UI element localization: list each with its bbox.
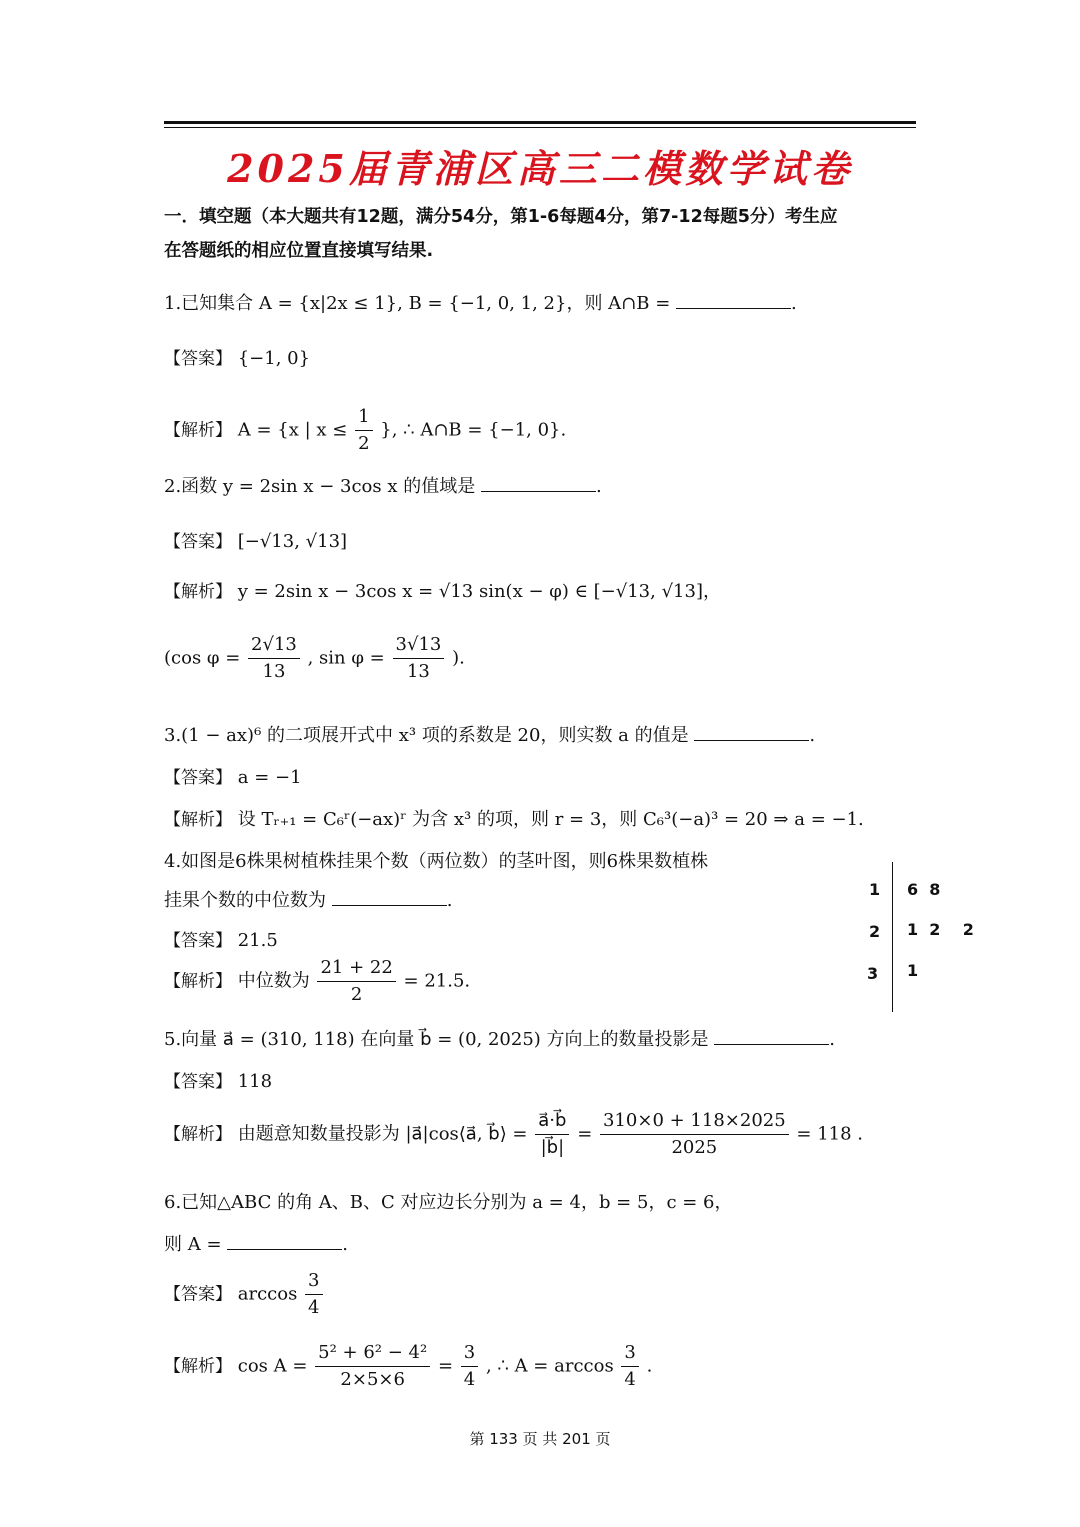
page-footer: 第 133 页 共 201 页 — [469, 1430, 611, 1448]
answer-label: 【答案】 — [164, 768, 232, 788]
analysis-label: 【解析】 — [164, 1124, 232, 1145]
q4-analysis: 【解析】 中位数为 $\frac{21 + 22}{2}$ = 21.5. — [164, 955, 470, 1008]
answer-value: 21.5 — [237, 930, 278, 951]
page-title: 2025届青浦区高三二模数学试卷 — [227, 146, 853, 191]
q6-question-line2: 则 A = . — [164, 1231, 348, 1259]
answer-label: 【答案】 — [164, 1072, 232, 1092]
analysis-label: 【解析】 — [164, 582, 232, 602]
stem-divider — [892, 862, 893, 1012]
answer-value: a = −1 — [237, 767, 302, 788]
analysis-label: 【解析】 — [164, 1356, 232, 1377]
analysis-label: 【解析】 — [164, 810, 232, 830]
q3-analysis: 【解析】 设 Tᵣ₊₁ = C₆ʳ(−ax)ʳ 为含 x³ 的项，则 r = 3，则 C₆³(−a)³ = 20 ⇒ a = −1. — [164, 809, 864, 830]
q6-question-line1: 6.已知△ABC 的角 A、B、C 对应边长分别为 a = 4，b = 5，c = 6， — [164, 1192, 733, 1213]
q1-question: 1.已知集合 A = {x|2x ≤ 1}, B = {−1, 0, 1, 2}，则 A∩B = . — [164, 290, 797, 318]
leaves-2: 1 2 2 — [907, 920, 974, 939]
q5-analysis: 【解析】 由题意知数量投影为 |a⃗|cos⟨a⃗, b⃗⟩ = $\frac{a⃗\cdot b⃗}{|b⃗|}$ = $\frac{310\times 0 + 118\times 2025}{2025}$ = 118 . — [164, 1108, 863, 1161]
q5-answer — [164, 1068, 272, 1096]
answer-blank — [676, 290, 791, 309]
q4-answer — [164, 927, 278, 955]
answer-label: 【答案】 — [164, 532, 232, 552]
q3-answer — [164, 764, 302, 792]
answer-blank — [227, 1231, 342, 1250]
fraction: $\frac{21 + 22}{2}$ — [317, 955, 395, 1008]
leaves-1: 6 8 — [907, 880, 941, 899]
section-heading — [164, 200, 924, 268]
fraction: $\frac{a⃗\cdot b⃗}{|b⃗|}$ — [535, 1108, 569, 1161]
q2-analysis: 【解析】 y = 2sin x − 3cos x = √13 sin(x − φ) ∈ [−√13, √13]， — [164, 581, 721, 602]
fraction: $\frac{\text{5² + 6² − 4²}}{2\times 5\times 6}$ — [315, 1340, 430, 1393]
answer-blank — [481, 473, 596, 492]
stem-3: 3 — [867, 964, 879, 983]
stem-1: 1 — [869, 880, 881, 899]
q5-question: 5.向量 a⃗ = (310, 118) 在向量 b⃗ = (0, 2025) 方向上的数量投影是 . — [164, 1026, 835, 1054]
fraction: $\frac{3√13}{13}$ — [393, 632, 445, 685]
stem-2: 2 — [869, 922, 881, 941]
q4-question-line2: 挂果个数的中位数为 . — [164, 887, 452, 915]
answer-value: [−√13, √13] — [237, 531, 348, 552]
answer-blank — [714, 1026, 829, 1045]
analysis-label: 【解析】 — [164, 971, 232, 992]
q1-answer — [164, 345, 310, 373]
answer-blank — [694, 722, 809, 741]
fraction: $\frac{1}{2}$ — [355, 404, 372, 457]
answer-label: 【答案】 — [164, 349, 232, 369]
section-heading-line2: 在答题纸的相应位置直接填写结果. — [164, 241, 434, 261]
answer-value: {−1, 0} — [237, 348, 311, 369]
answer-label: 【答案】 — [164, 931, 232, 951]
q2-analysis-line2: (cos φ = $\frac{2√13}{13}$ , sin φ = $\frac{3√13}{13}$ ). — [164, 632, 465, 685]
fraction: $\frac{310\times 0 + 118\times 2025}{2025}$ — [600, 1108, 789, 1161]
q6-answer: 【答案】 arccos $\frac{3}{4}$ — [164, 1268, 325, 1321]
analysis-label: 【解析】 — [164, 420, 232, 441]
top-rule-thin — [164, 127, 916, 128]
q3-question: 3.(1 − ax)⁶ 的二项展开式中 x³ 项的系数是 20，则实数 a 的值是 . — [164, 722, 815, 750]
q1-analysis: 【解析】 A = {x | x ≤ $\frac{1}{2}$ }, ∴ A∩B = {−1, 0}. — [164, 404, 566, 457]
answer-label: 【答案】 — [164, 1284, 232, 1305]
q2-answer — [164, 528, 347, 556]
fraction: $\frac{2√13}{13}$ — [248, 632, 300, 685]
answer-blank — [332, 887, 447, 906]
fraction: $\frac{3}{4}$ — [305, 1268, 322, 1321]
q6-analysis: 【解析】 cos A = $\frac{\text{5² + 6² − 4²}}{2\times 5\times 6}$ = $\frac{3}{4}$ , ∴ A = arccos $\frac{3}{4}$ . — [164, 1340, 652, 1393]
q2-question: 2.函数 y = 2sin x − 3cos x 的值域是 . — [164, 473, 602, 501]
answer-value: 118 — [237, 1071, 273, 1092]
fraction: $\frac{3}{4}$ — [461, 1340, 478, 1393]
q4-question-line1: 4.如图是6株果树植株挂果个数（两位数）的茎叶图，则6株果数植株 — [164, 851, 709, 872]
fraction: $\frac{3}{4}$ — [621, 1340, 638, 1393]
section-heading-line1: 一．填空题（本大题共有12题，满分54分，第1-6每题4分，第7-12每题5分）考生应 — [164, 207, 838, 227]
leaves-3: 1 — [907, 961, 919, 980]
stem-leaf-plot — [860, 862, 990, 1012]
top-rule-thick — [164, 121, 916, 124]
